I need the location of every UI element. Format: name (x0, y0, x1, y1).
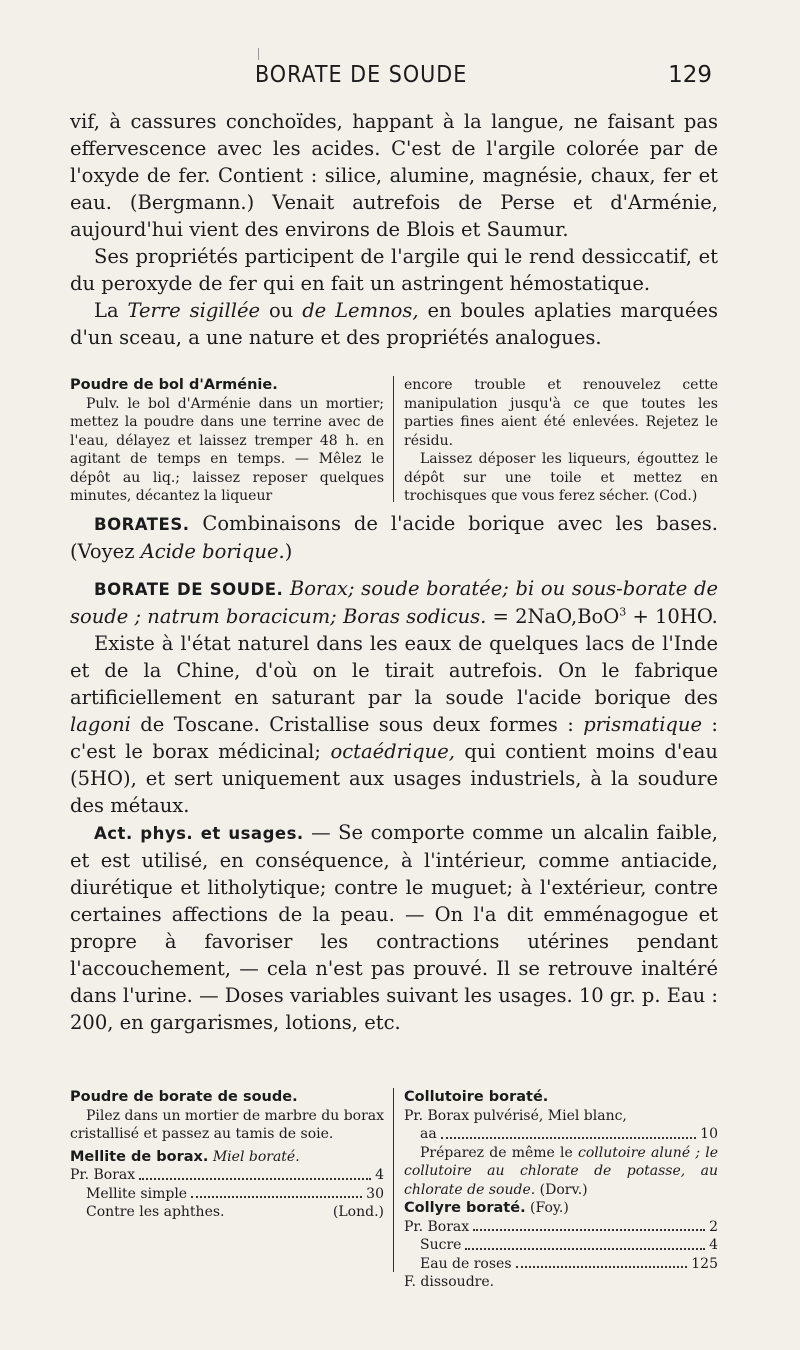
ingredient: Mellite simple (86, 1185, 188, 1202)
quantity: 125 (691, 1255, 718, 1272)
usage: Contre les aphthes. (86, 1204, 225, 1220)
quantity: 4 (375, 1167, 384, 1183)
recipe-line (70, 1185, 384, 1204)
recipe-bol-armenie (70, 376, 718, 504)
ingredient: Eau de roses (420, 1255, 512, 1272)
recipe-line (404, 1218, 718, 1237)
paragraph-borates (70, 510, 718, 565)
source: (Foy.) (525, 1200, 569, 1216)
recipe-line (70, 1203, 384, 1222)
chemical-formula: = 2NaO,BoO (486, 605, 620, 628)
paragraph-properties: Ses propriétés participent de l'argile qui le rend dessiccatif, et du peroxyde de fer qui en fait un astringent hémostatique. (70, 245, 718, 295)
paragraph-borate-de-soude (70, 575, 718, 630)
quantity: 10 (700, 1126, 718, 1142)
quantity: 30 (366, 1185, 384, 1202)
dot-leader (139, 1166, 371, 1180)
text-run: en boules aplaties marquées d'un sceau, a une nature et des propriétés analogues. (70, 299, 718, 349)
running-header (0, 62, 800, 102)
paragraph-terre-sigillee (70, 297, 718, 351)
italic-term: octaédrique, (330, 740, 455, 763)
text-run: de Toscane. Cristallise sous deux formes : (130, 713, 584, 736)
recipe-instruction: F. dissoudre. (404, 1274, 495, 1290)
recipe-title: Mellite de borax. (70, 1148, 209, 1165)
synonyms: Borax; soude boratée; bi ou sous-borate de soude ; natrum boracicum; Boras sodicus. (70, 577, 718, 628)
quantity: 2 (709, 1218, 718, 1235)
paragraph-action (70, 819, 718, 1036)
text-run: La (94, 299, 128, 322)
recipe-right-column (404, 376, 718, 506)
paragraph-origin (70, 630, 718, 819)
source: (Dorv.) (539, 1181, 588, 1198)
column-divider (393, 376, 394, 502)
quantity: 4 (709, 1237, 718, 1253)
recipe-left-column (70, 1088, 384, 1222)
recipe-text: Laissez déposer les liqueurs, égouttez le dépôt sur une toile et mettez en trochisques que vous ferez sécher. (Cod.) (404, 451, 718, 504)
recipe-collyre (404, 1199, 718, 1218)
ingredient-list (404, 1218, 718, 1274)
text-run: qui contient moins d'eau (5HO), et sert uniquement aux usages industriels, à la soudure des métaux. (70, 740, 718, 817)
paragraph-clay: vif, à cassures conchoïdes, happant à la langue, ne faisant pas effervescence avec les acides. C'est de l'argile colorée par de l'oxyde de fer. Contient : silice, alumine, magnésie, chaux, fer et eau. (Bergmann.) Venait autrefois de Perse et d'Arménie, aujourd'hui vient des environs de Blois et Saumur. (70, 110, 718, 241)
italic-term: lagoni (70, 713, 131, 736)
text-run: — Se comporte comme un alcalin faible, et est utilisé, en conséquence, à l'intérieur, comme antiacide, diurétique et litholytique; contre le muguet; à l'extérieur, contre certaines affections de la peau. — On l'a dit emménagogue et propre à favoriser les contractions utérines pendant l'accouchement, — cela n'est pas prouvé. Il se retrouve inaltéré dans l'urine. — Doses variables suivant les usages. 10 gr. p. Eau : 200, en gargarismes, lotions, etc. (70, 821, 718, 1034)
recipe-title: Poudre de bol d'Arménie. (70, 377, 278, 393)
main-text (70, 510, 718, 1036)
text-run: Combinaisons de l'acide borique avec les bases. (Voyez (70, 512, 718, 563)
text-run: : c'est le borax médicinal; (70, 713, 718, 763)
recipe-line (70, 1166, 384, 1185)
recipe-subtitle: Miel boraté. (208, 1148, 300, 1165)
recipe-title: Collyre boraté. (404, 1200, 526, 1216)
entry-heading: BORATE DE SOUDE. (94, 580, 284, 599)
ingredient: Pr. Borax (70, 1167, 136, 1183)
dot-leader (441, 1125, 696, 1139)
dot-leader (516, 1255, 688, 1269)
source: (Lond.) (332, 1204, 384, 1220)
formula-exponent: 3 (619, 605, 627, 619)
dot-leader (473, 1218, 705, 1232)
recipe-left-column (70, 376, 384, 506)
recipes-bottom (70, 1088, 718, 1290)
chemical-formula: + 10HO. (626, 605, 718, 628)
recipe-line (404, 1125, 718, 1144)
recipe-text: Pulv. le bol d'Arménie dans un mortier; mettez la poudre dans une terrine avec de l'eau, délayez et laissez tremper 48 h. en agitant de temps en temps. — Mêlez le dépôt au liq.; laissez reposer quelques minutes, décantez la liqueur (70, 395, 384, 504)
cross-reference: Acide borique. (140, 540, 285, 563)
column-divider (393, 1088, 394, 1272)
recipe-title: Poudre de borate de soude. (70, 1089, 298, 1105)
ingredient: Sucre (420, 1237, 462, 1253)
italic-term: Terre sigillée (127, 299, 261, 322)
section-heading: Act. phys. et usages. (94, 824, 304, 843)
text-run: Préparez de même le (420, 1144, 579, 1161)
text-run: ou (260, 299, 303, 322)
recipe-text: encore trouble et renouvelez cette manipulation jusqu'à ce que toutes les parties fines aient été enlevées. Rejetez le résidu. (404, 377, 718, 449)
italic-term: de Lemnos, (302, 299, 419, 322)
recipe-title: Collutoire boraté. (404, 1089, 549, 1105)
ingredient: aa (420, 1126, 437, 1142)
recipe-line (404, 1236, 718, 1255)
text-run: ) (284, 540, 293, 563)
recipe-note (404, 1144, 718, 1200)
recipe-mellite (70, 1148, 384, 1167)
entry-heading: BORATES. (94, 515, 190, 534)
page-number: 129 (668, 62, 712, 88)
ingredient: Pr. Borax (404, 1218, 470, 1235)
recipe-text: Pilez dans un mortier de marbre du borax cristallisé et passez au tamis de soie. (70, 1107, 385, 1142)
dot-leader (465, 1236, 705, 1250)
italic-term: collutoire aluné ; le collutoire au chlorate de potasse, au chlorate de soude. (404, 1144, 718, 1198)
dot-leader (191, 1185, 362, 1199)
header-title: BORATE DE SOUDE (255, 62, 468, 88)
recipe-line (404, 1255, 718, 1274)
text-run: Existe à l'état naturel dans les eaux de quelques lacs de l'Inde et de la Chine, d'où on le tirait autrefois. On le fabrique artificiellement en saturant par la soude l'acide borique des (70, 632, 718, 709)
recipe-text: Pr. Borax pulvérisé, Miel blanc, (404, 1107, 627, 1124)
italic-term: prismatique (583, 713, 703, 736)
intro-text (70, 108, 718, 351)
page-mark (258, 48, 259, 60)
recipe-right-column (404, 1088, 718, 1292)
